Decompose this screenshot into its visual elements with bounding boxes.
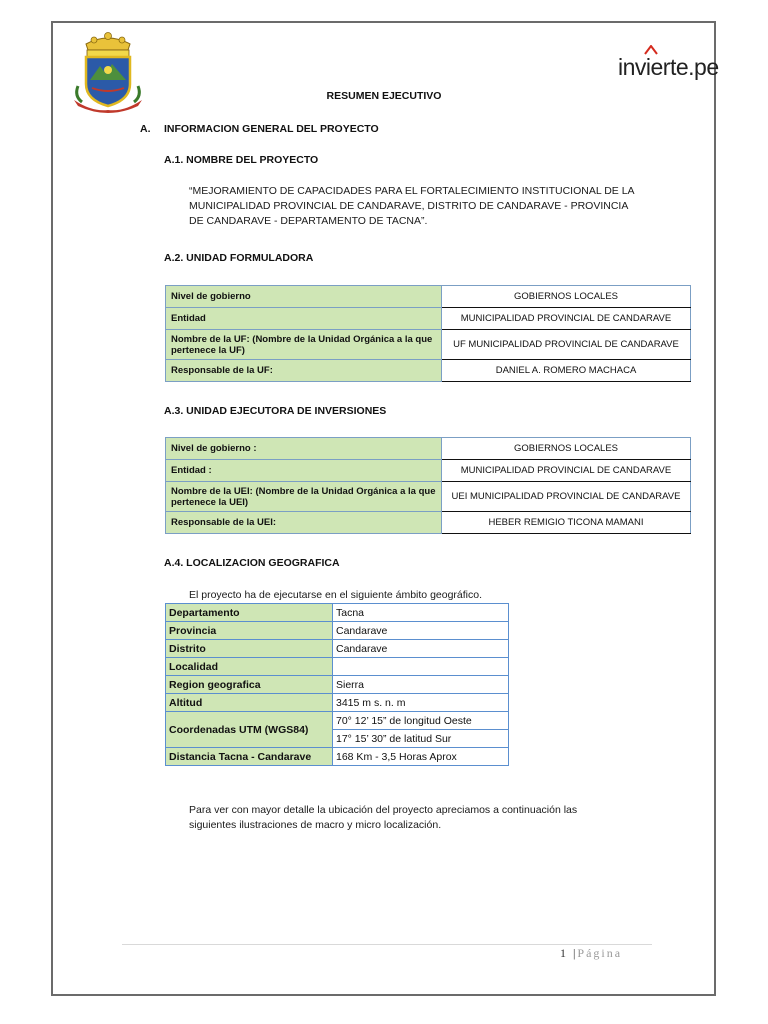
- brand-part1: inv: [618, 54, 646, 80]
- location-key: Distrito: [166, 640, 333, 658]
- location-value: Tacna: [333, 604, 509, 622]
- uf-label: Responsable de la UF:: [166, 360, 442, 382]
- table-row: [166, 658, 509, 676]
- location-value: Candarave: [333, 640, 509, 658]
- table-row: [166, 482, 691, 512]
- uei-table: [165, 437, 691, 534]
- closing-line: Para ver con mayor detalle la ubicación del proyecto apreciamos a continuación las: [189, 804, 578, 816]
- project-name-line: MUNICIPALIDAD PROVINCIAL DE CANDARAVE, DISTRITO DE CANDARAVE - PROVINCIA: [189, 200, 629, 212]
- location-value: Sierra: [333, 676, 509, 694]
- footer-separator: |: [573, 946, 578, 960]
- uei-label: Entidad :: [166, 460, 442, 482]
- location-key: Localidad: [166, 658, 333, 676]
- uf-label: Nivel de gobierno: [166, 286, 442, 308]
- table-row: [166, 640, 509, 658]
- location-key: Region geografica: [166, 676, 333, 694]
- uei-label: Responsable de la UEI:: [166, 512, 442, 534]
- invierte-pe-logo: [614, 44, 719, 84]
- table-row: [166, 604, 509, 622]
- table-row: [166, 438, 691, 460]
- uei-label: Nombre de la UEI: (Nombre de la Unidad Orgánica a la que pertenece la UEI): [166, 482, 442, 512]
- uf-value: MUNICIPALIDAD PROVINCIAL DE CANDARAVE: [442, 308, 691, 330]
- footer-divider: [122, 944, 652, 945]
- uf-value: DANIEL A. ROMERO MACHACA: [442, 360, 691, 382]
- location-key: Provincia: [166, 622, 333, 640]
- a3-heading: A.3. UNIDAD EJECUTORA DE INVERSIONES: [164, 405, 387, 417]
- table-row: [166, 622, 509, 640]
- table-row: [166, 460, 691, 482]
- uei-value: GOBIERNOS LOCALES: [442, 438, 691, 460]
- location-key: Coordenadas UTM (WGS84): [166, 712, 333, 748]
- project-name: [189, 184, 659, 229]
- uf-label: Nombre de la UF: (Nombre de la Unidad Orgánica a la que pertenece la UF): [166, 330, 442, 360]
- project-name-line: “MEJORAMIENTO DE CAPACIDADES PARA EL FORTALECIMIENTO INSTITUCIONAL DE LA: [189, 185, 635, 197]
- location-value: 3415 m s. n. m: [333, 694, 509, 712]
- location-key: Distancia Tacna - Candarave: [166, 748, 333, 766]
- uf-table: [165, 285, 691, 382]
- uei-label: Nivel de gobierno :: [166, 438, 442, 460]
- a1-heading: A.1. NOMBRE DEL PROYECTO: [164, 154, 319, 166]
- section-title: INFORMACION GENERAL DEL PROYECTO: [164, 123, 379, 135]
- table-row: [166, 676, 509, 694]
- location-table: [165, 603, 509, 766]
- table-row: [166, 360, 691, 382]
- uei-value: MUNICIPALIDAD PROVINCIAL DE CANDARAVE: [442, 460, 691, 482]
- table-row: [166, 286, 691, 308]
- table-row: [166, 694, 509, 712]
- uei-value: UEI MUNICIPALIDAD PROVINCIAL DE CANDARAVE: [442, 482, 691, 512]
- table-row: [166, 512, 691, 534]
- document-title: RESUMEN EJECUTIVO: [326, 90, 442, 102]
- brand-part2: ierte.pe: [645, 54, 719, 80]
- uf-value: GOBIERNOS LOCALES: [442, 286, 691, 308]
- uei-value: HEBER REMIGIO TICONA MAMANI: [442, 512, 691, 534]
- location-value: 168 Km - 3,5 Horas Aprox: [333, 748, 509, 766]
- location-value: 17° 15’ 30” de latitud Sur: [333, 730, 509, 748]
- location-key: Departamento: [166, 604, 333, 622]
- location-value: Candarave: [333, 622, 509, 640]
- table-row: [166, 712, 509, 730]
- location-value: [333, 658, 509, 676]
- a4-heading: A.4. LOCALIZACION GEOGRAFICA: [164, 557, 340, 569]
- closing-line: siguientes ilustraciones de macro y micro localización.: [189, 819, 442, 831]
- location-value: 70° 12’ 15” de longitud Oeste: [333, 712, 509, 730]
- table-row: [166, 748, 509, 766]
- page-number: 1: [560, 946, 568, 960]
- project-name-line: DE CANDARAVE - DEPARTAMENTO DE TACNA”.: [189, 215, 428, 227]
- a2-heading: A.2. UNIDAD FORMULADORA: [164, 252, 314, 264]
- table-row: [166, 308, 691, 330]
- closing-paragraph: [189, 803, 659, 833]
- page-word: Página: [577, 946, 623, 960]
- page-footer: [560, 946, 622, 961]
- table-row: [166, 330, 691, 360]
- uf-label: Entidad: [166, 308, 442, 330]
- brand-wordmark: [618, 54, 719, 81]
- location-intro: El proyecto ha de ejecutarse en el siguiente ámbito geográfico.: [189, 589, 483, 601]
- section-letter: A.: [140, 123, 151, 135]
- uf-value: UF MUNICIPALIDAD PROVINCIAL DE CANDARAVE: [442, 330, 691, 360]
- location-key: Altitud: [166, 694, 333, 712]
